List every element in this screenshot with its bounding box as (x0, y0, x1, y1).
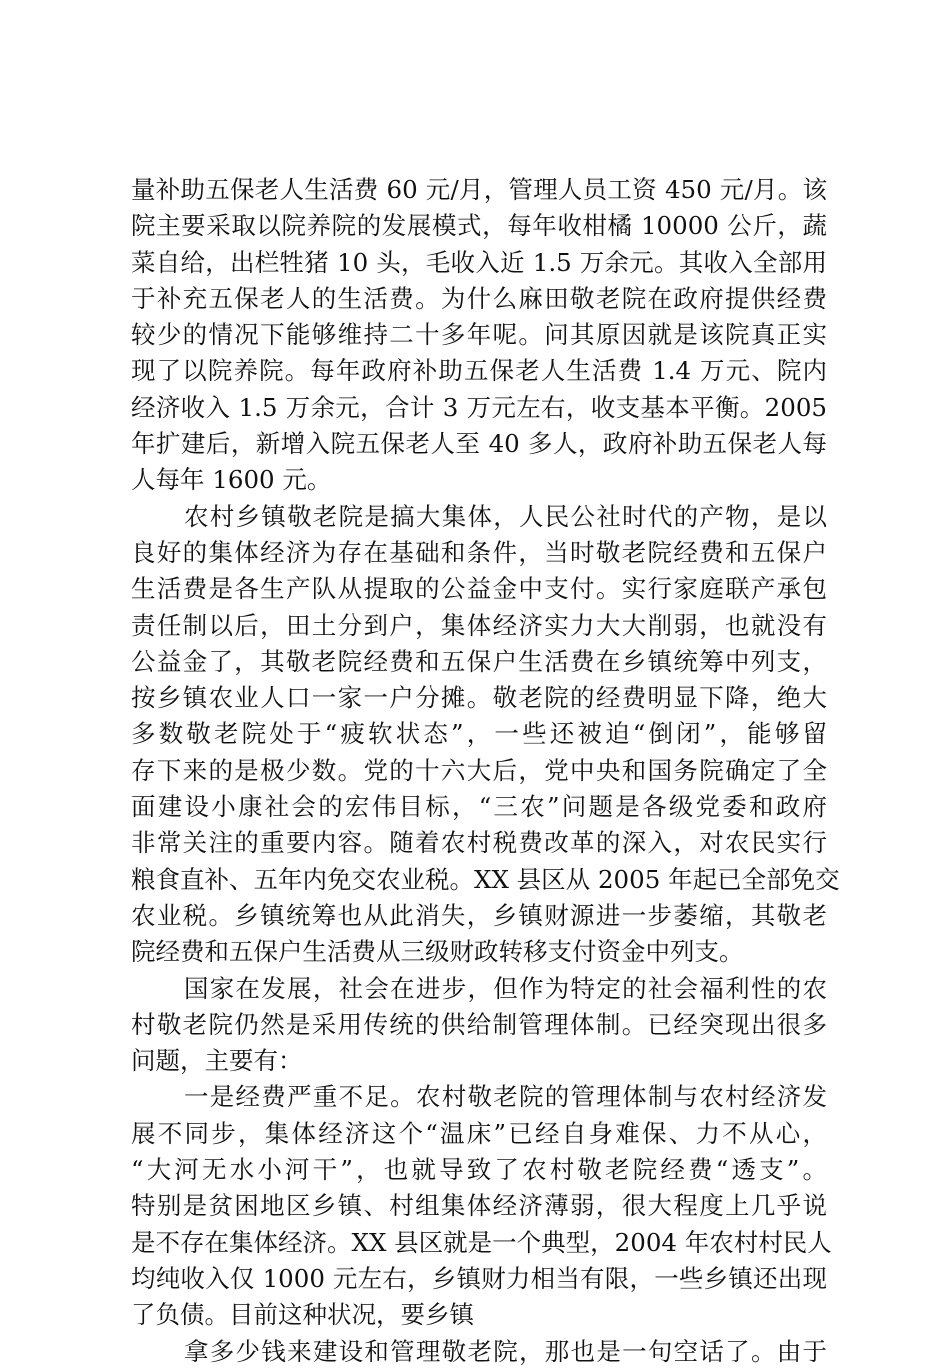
text-line: 特别是贫困地区乡镇、村组集体经济薄弱，很大程度上几乎说 (131, 1191, 827, 1221)
text-line: 经济收入 1.5 万余元，合计 3 万元左右，收支基本平衡。2005 (131, 392, 827, 422)
text-line: 较少的情况下能够维持二十多年呢。问其原因就是该院真正实 (131, 320, 827, 350)
text-line: 展不同步，集体经济这个“温床”已经自身难保、力不从心， (131, 1118, 827, 1148)
text-line: 非常关注的重要内容。随着农村税费改革的深入，对农民实行 (131, 828, 827, 858)
text-line: 院经费和五保户生活费从三级财政转移支付资金中列支。 (131, 937, 744, 967)
text-line: 农业税。乡镇统筹也从此消失，乡镇财源进一步萎缩，其敬老 (131, 900, 827, 930)
paragraph-first-line: 拿多少钱来建设和管理敬老院，那也是一句空话了。由于 (184, 1336, 827, 1366)
text-line: 多数敬老院处于“疲软状态”，一些还被迫“倒闭”，能够留 (131, 719, 827, 749)
text-line: 年扩建后，新增入院五保老人至 40 多人，政府补助五保老人每 (131, 429, 827, 459)
text-line: 于补充五保老人的生活费。为什么麻田敬老院在政府提供经费 (131, 283, 827, 313)
text-line: 生活费是各生产队从提取的公益金中支付。实行家庭联产承包 (131, 574, 827, 604)
text-line: 良好的集体经济为存在基础和条件，当时敬老院经费和五保户 (131, 537, 827, 567)
text-line: 公益金了，其敬老院经费和五保户生活费在乡镇统筹中列支， (131, 646, 827, 676)
paragraph-first-line: 一是经费严重不足。农村敬老院的管理体制与农村经济发 (184, 1082, 827, 1112)
paragraph-first-line: 国家在发展，社会在进步，但作为特定的社会福利性的农 (184, 973, 827, 1003)
text-line: 现了以院养院。每年政府补助五保老人生活费 1.4 万元、院内 (131, 356, 827, 386)
text-line: 是不存在集体经济。XX 县区就是一个典型，2004 年农村村民人 (131, 1227, 832, 1257)
text-line: 人每年 1600 元。 (131, 465, 332, 495)
text-line: 菜自给，出栏牲猪 10 头，毛收入近 1.5 万余元。其收入全部用 (131, 247, 827, 277)
paragraph-first-line: 农村乡镇敬老院是搞大集体，人民公社时代的产物，是以 (184, 501, 827, 531)
text-line: 量补助五保老人生活费 60 元/月，管理人员工资 450 元/月。该 (131, 175, 827, 204)
document-body (131, 172, 840, 1370)
text-line: 责任制以后，田土分到户，集体经济实力大大削弱，也就没有 (131, 610, 827, 640)
text-line: 村敬老院仍然是采用传统的供给制管理体制。已经突现出很多 (131, 1009, 827, 1039)
text-line: 院主要采取以院养院的发展模式，每年收柑橘 10000 公斤，蔬 (131, 211, 827, 241)
text-line: 存下来的是极少数。党的十六大后，党中央和国务院确定了全 (131, 755, 827, 785)
text-line: 了负债。目前这种状况，要乡镇 (131, 1300, 474, 1330)
text-line: 按乡镇农业人口一家一户分摊。敬老院的经费明显下降，绝大 (131, 683, 827, 713)
text-line: 粮食直补、五年内免交农业税。XX 县区从 2005 年起已全部免交 (131, 864, 840, 894)
text-line: 问题，主要有： (131, 1046, 303, 1076)
text-line: “大河无水小河干”，也就导致了农村敬老院经费“透支”。 (131, 1155, 827, 1185)
text-line: 面建设小康社会的宏伟目标，“三农”问题是各级党委和政府 (131, 792, 827, 822)
text-line: 均纯收入仅 1000 元左右，乡镇财力相当有限，一些乡镇还出现 (131, 1263, 827, 1293)
